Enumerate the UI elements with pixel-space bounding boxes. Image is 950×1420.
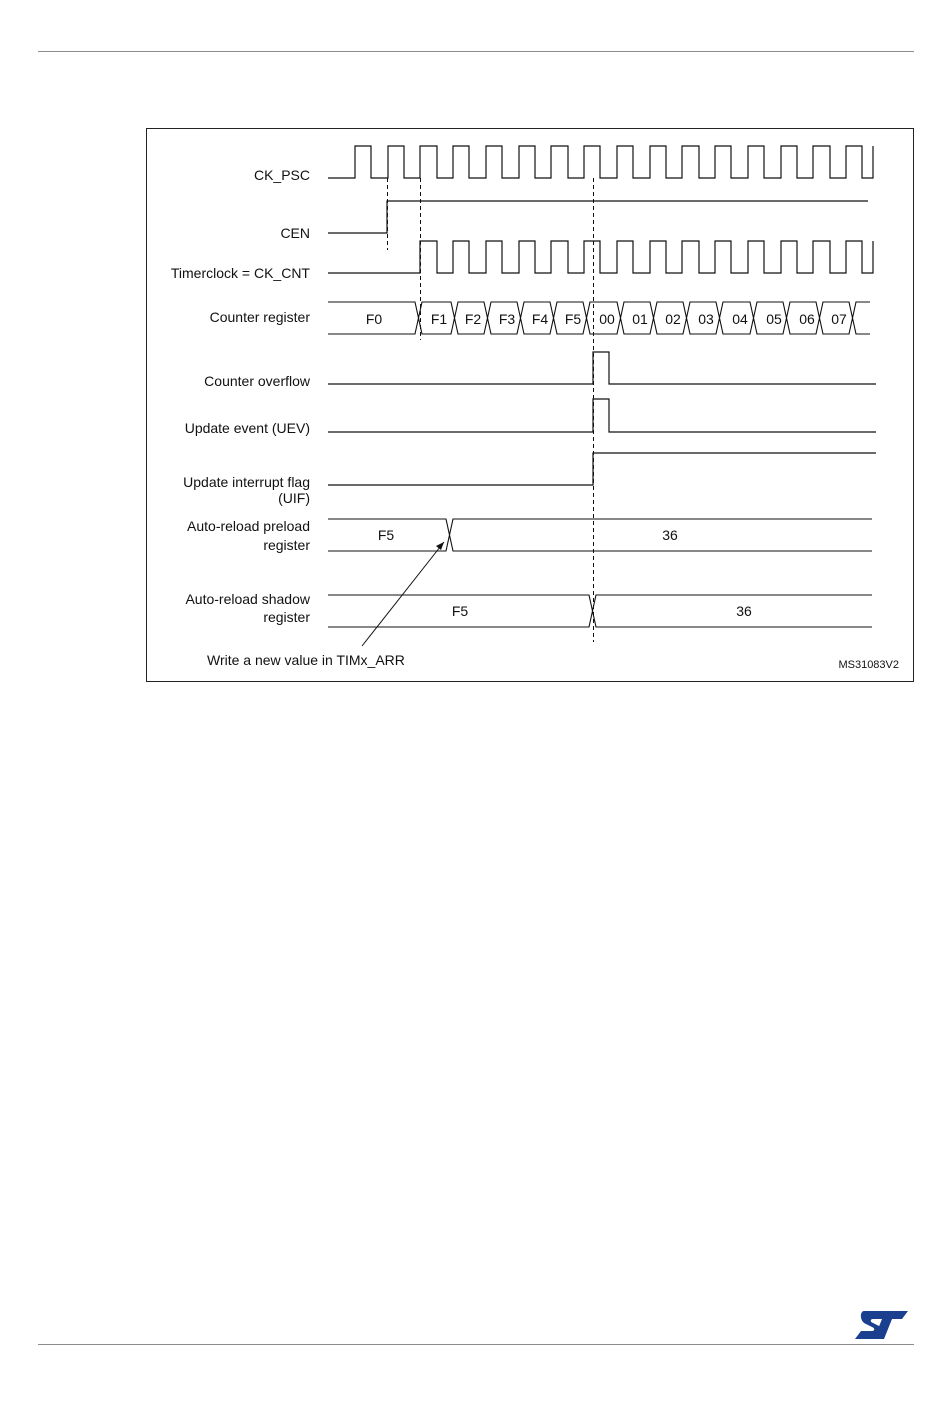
label-uif-line2: (UIF) — [278, 490, 310, 506]
counter-value: 07 — [831, 311, 847, 327]
counter-value: 05 — [766, 311, 782, 327]
label-update-event: Update event (UEV) — [184, 420, 310, 436]
label-arr-shadow-line1: Auto-reload shadow — [185, 591, 310, 607]
bus-arr-preload — [328, 519, 872, 551]
counter-value: 02 — [665, 311, 681, 327]
annotation-arrow-line — [362, 542, 444, 646]
counter-value: F2 — [464, 311, 482, 327]
annotation-text: Write a new value in TIMx_ARR — [207, 652, 405, 668]
preload-value-old: F5 — [377, 527, 395, 543]
figure-reference: MS31083V2 — [838, 659, 899, 671]
bus-arr-shadow — [328, 595, 872, 627]
shadow-value-old: F5 — [451, 603, 469, 619]
counter-value: 04 — [732, 311, 748, 327]
counter-value: 06 — [799, 311, 815, 327]
counter-value: 00 — [599, 311, 615, 327]
waveform-uif — [328, 453, 876, 485]
label-counter-register: Counter register — [209, 309, 310, 325]
waveform-update-event — [328, 399, 876, 432]
label-arr-preload-line2: register — [263, 537, 310, 553]
footer-rule — [38, 1344, 914, 1345]
shadow-value-new: 36 — [736, 603, 752, 619]
counter-value: 01 — [632, 311, 648, 327]
label-counter-overflow: Counter overflow — [204, 373, 310, 389]
counter-value: F4 — [531, 311, 549, 327]
st-logo — [852, 1308, 910, 1342]
label-arr-shadow-line2: register — [263, 609, 310, 625]
label-uif-line1: Update interrupt flag — [183, 474, 310, 490]
label-ck-psc: CK_PSC — [253, 167, 310, 183]
annotation-arrow-head — [436, 542, 444, 550]
counter-value: 03 — [698, 311, 714, 327]
counter-value: F1 — [430, 311, 448, 327]
counter-value: F5 — [564, 311, 582, 327]
waveform-counter-overflow — [328, 352, 876, 384]
preload-value-new: 36 — [662, 527, 678, 543]
label-timerclock: Timerclock = CK_CNT — [170, 265, 310, 281]
counter-values — [366, 311, 847, 327]
waveform-cen — [328, 201, 868, 233]
label-cen: CEN — [280, 225, 310, 241]
counter-value: F3 — [498, 311, 516, 327]
waveform-ck-psc — [328, 146, 873, 178]
waveform-timerclock — [328, 241, 873, 273]
counter-value: F0 — [365, 311, 383, 327]
label-arr-preload-line1: Auto-reload preload — [187, 518, 310, 534]
